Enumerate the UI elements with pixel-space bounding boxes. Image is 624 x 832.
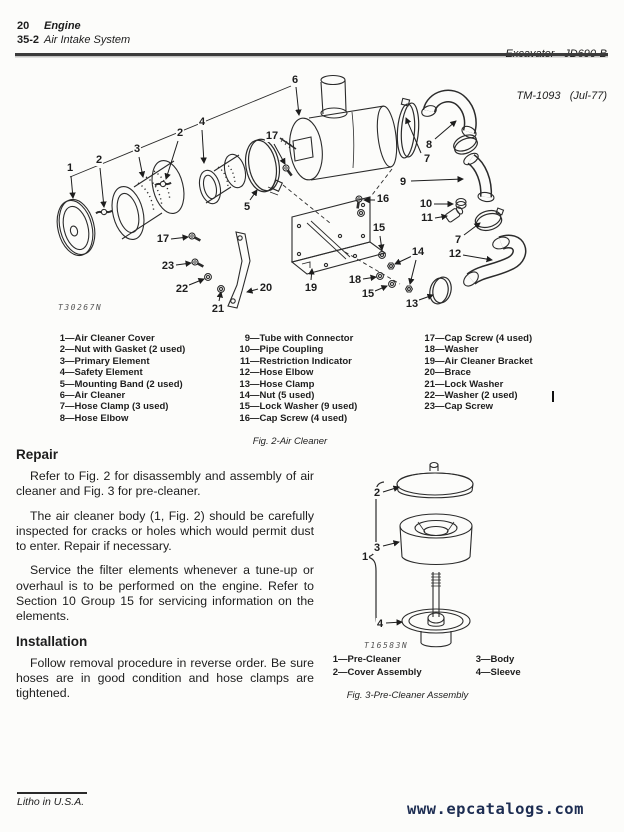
page-header-left bbox=[17, 19, 130, 47]
part-item: 18—Washer bbox=[424, 344, 479, 356]
part-item: 3—Primary Element bbox=[59, 355, 150, 367]
callout-number: 16 bbox=[376, 193, 390, 205]
part-item: 4—Sleeve bbox=[475, 666, 521, 678]
footer-rule bbox=[17, 792, 87, 794]
repair-paragraphs bbox=[16, 469, 314, 625]
callout-number: 1 bbox=[66, 162, 74, 174]
callout-number: 22 bbox=[175, 283, 189, 295]
fig2-stamp: T30267N bbox=[58, 303, 103, 312]
paragraph: Service the filter elements whenever a tune-up or overhaul is to be performed on the engine. Refer to Section 10 Group 15 for servicing information on the elements. bbox=[16, 563, 314, 624]
part-item: 10—Pipe Coupling bbox=[239, 344, 324, 356]
callout-number: 9 bbox=[399, 176, 407, 188]
callout-number: 2 bbox=[95, 154, 103, 166]
fig3-parts-column-1 bbox=[325, 654, 422, 679]
litho-note: Litho in U.S.A. bbox=[17, 796, 85, 808]
part-item: 2—Cover Assembly bbox=[332, 666, 422, 678]
section-title: Engine bbox=[44, 20, 81, 32]
figure-air-cleaner bbox=[40, 65, 580, 325]
part-item: 7—Hose Clamp (3 used) bbox=[59, 401, 169, 413]
part-item: 22—Washer (2 used) bbox=[424, 390, 518, 402]
installation-paragraphs bbox=[16, 656, 314, 702]
body-text-column bbox=[16, 447, 314, 711]
part-item: 19—Air Cleaner Bracket bbox=[424, 355, 533, 367]
part-item: 8—Hose Elbow bbox=[59, 412, 129, 424]
parts-column-3 bbox=[422, 333, 533, 413]
fig2-parts-list bbox=[0, 331, 624, 427]
installation-heading: Installation bbox=[16, 633, 88, 649]
callout-number: 3 bbox=[373, 542, 381, 554]
part-item: 16—Cap Screw (4 used) bbox=[239, 412, 348, 424]
callout-number: 8 bbox=[425, 139, 433, 151]
part-item: 1—Air Cleaner Cover bbox=[59, 333, 155, 344]
subsection-title: Air Intake System bbox=[44, 34, 131, 46]
callout-number: 21 bbox=[211, 303, 225, 315]
part-item: 6—Air Cleaner bbox=[59, 390, 126, 402]
part-item: 5—Mounting Band (2 used) bbox=[59, 378, 183, 390]
fig3-stamp: T16583N bbox=[364, 641, 409, 650]
part-item: 11—Restriction Indicator bbox=[239, 355, 352, 367]
fig3-parts-column-2 bbox=[468, 654, 521, 679]
callout-number: 4 bbox=[198, 116, 206, 128]
parts-column-1 bbox=[52, 333, 185, 424]
part-item: 23—Cap Screw bbox=[424, 401, 494, 413]
part-item: 17—Cap Screw (4 used) bbox=[424, 333, 533, 344]
callout-number: 2 bbox=[176, 127, 184, 139]
callout-number: 19 bbox=[304, 282, 318, 294]
callout-number: 23 bbox=[161, 260, 175, 272]
parts-column-2 bbox=[237, 333, 357, 424]
callout-number: 7 bbox=[423, 153, 431, 165]
fig3-caption: Fig. 3-Pre-Cleaner Assembly bbox=[346, 690, 469, 701]
part-item: 13—Hose Clamp bbox=[239, 378, 315, 390]
callout-number: 15 bbox=[361, 288, 375, 300]
callout-number: 11 bbox=[421, 212, 433, 224]
part-item: 20—Brace bbox=[424, 367, 471, 379]
paragraph: Follow removal procedure in reverse order. Be sure hoses are in good condition and hose clamps are tightened. bbox=[16, 655, 314, 701]
callout-number: 12 bbox=[448, 248, 462, 260]
part-item: 3—Body bbox=[475, 654, 515, 665]
callout-number: 18 bbox=[348, 274, 362, 286]
part-item: 9—Tube with Connector bbox=[244, 333, 354, 344]
part-item: 15—Lock Washer (9 used) bbox=[239, 401, 358, 413]
repair-heading: Repair bbox=[16, 447, 59, 462]
part-item: 21—Lock Washer bbox=[424, 378, 504, 390]
callout-number: 15 bbox=[372, 222, 386, 234]
callout-number: 17 bbox=[265, 130, 279, 142]
callout-number: 2 bbox=[373, 487, 381, 499]
page-code: 35-2 bbox=[17, 34, 40, 46]
part-item: 1—Pre-Cleaner bbox=[332, 654, 401, 665]
figure-pre-cleaner bbox=[320, 455, 610, 705]
callout-number: 10 bbox=[419, 198, 433, 210]
callout-number: 5 bbox=[243, 201, 251, 213]
header-rule bbox=[15, 53, 608, 56]
part-item: 2—Nut with Gasket (2 used) bbox=[59, 344, 186, 356]
part-item: 12—Hose Elbow bbox=[239, 367, 314, 379]
page-number: 20 bbox=[17, 20, 30, 32]
callout-number: 6 bbox=[291, 74, 299, 86]
callout-number: 17 bbox=[156, 233, 170, 245]
callout-number: 7 bbox=[454, 234, 462, 246]
part-item: 4—Safety Element bbox=[59, 367, 143, 379]
watermark-link[interactable]: www.epcatalogs.com bbox=[407, 800, 584, 818]
callout-number: 20 bbox=[259, 282, 273, 294]
callout-number: 3 bbox=[133, 143, 141, 155]
part-item: 14—Nut (5 used) bbox=[239, 390, 315, 402]
manual-number: TM-1093 (Jul-77) bbox=[516, 90, 607, 102]
paragraph: The air cleaner body (1, Fig. 2) should be carefully inspected for cracks or holes which would permit dust to enter. Repair if necessary. bbox=[16, 508, 314, 554]
callout-number: 4 bbox=[376, 618, 384, 630]
paragraph: Refer to Fig. 2 for disassembly and assembly of air cleaner and Fig. 3 for pre-cleaner. bbox=[16, 469, 314, 499]
revision-bar bbox=[552, 391, 554, 402]
callout-number: 13 bbox=[405, 298, 419, 310]
fig2-caption: Fig. 2-Air Cleaner bbox=[252, 436, 328, 447]
callout-number: 14 bbox=[411, 246, 425, 258]
callout-number: 1 bbox=[361, 551, 369, 563]
